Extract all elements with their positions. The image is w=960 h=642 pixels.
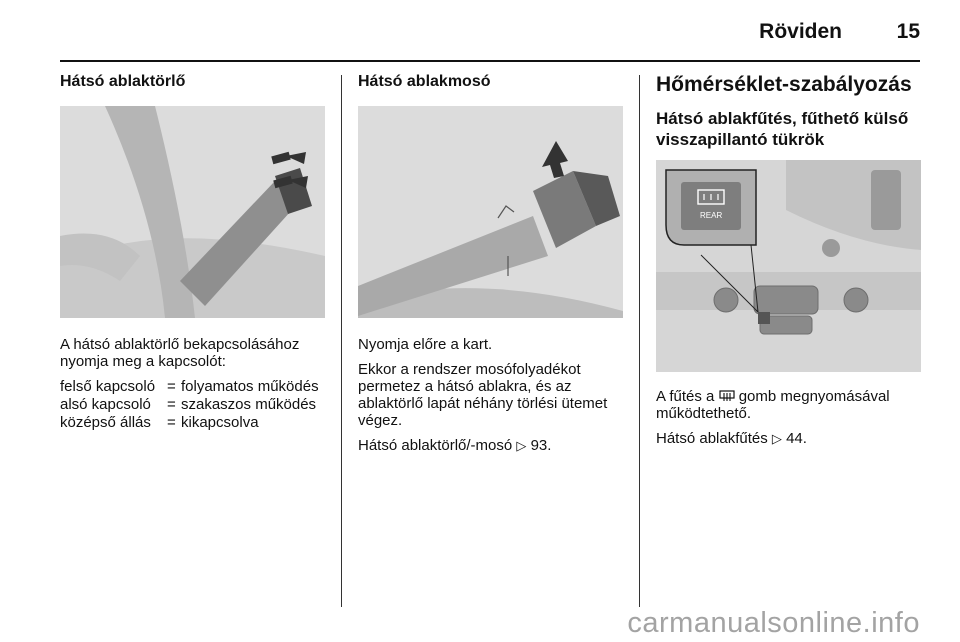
- ref-arrow-icon: ▷: [771, 431, 782, 446]
- section-rear-wiper: [60, 72, 325, 432]
- intro-text: A hátsó ablaktörlő bekapcsolásához nyomja meg a kapcsolót:: [60, 336, 300, 370]
- reference-page: 93.: [530, 437, 552, 454]
- ref-arrow-icon: ▷: [516, 438, 527, 453]
- definition-list: [60, 378, 325, 431]
- definition-equals: =: [167, 414, 176, 431]
- cross-reference: [358, 437, 623, 454]
- section-heading: Hőmérséklet-szabályozás: [656, 73, 912, 96]
- rear-washer-figure: [358, 106, 623, 318]
- rear-wiper-figure: [60, 106, 325, 318]
- reference-label: Hátsó ablaktörlő/-mosó: [358, 437, 517, 454]
- page-number: 15: [896, 20, 920, 43]
- operation-text: [656, 388, 921, 422]
- chapter-title: Röviden: [759, 20, 842, 43]
- definition-value: kikapcsolva: [181, 414, 259, 431]
- operation-text-part2: gomb megnyomásával működtethető.: [656, 388, 890, 422]
- operation-text-part1: A fűtés a: [656, 388, 719, 405]
- definition-term: felső kapcsoló: [60, 378, 156, 395]
- page-header: [0, 0, 960, 62]
- instruction-text: Nyomja előre a kart.: [358, 336, 493, 353]
- section-climate-control: [656, 72, 921, 447]
- definition-equals: =: [167, 378, 176, 395]
- column-divider: [341, 75, 342, 607]
- description-text: Ekkor a rendszer mosófolyadékot permetez a hátsó ablakra, és az ablaktörlő lapát néhány törlési ütemet végez.: [358, 361, 608, 429]
- definition-term: alsó kapcsoló: [60, 396, 151, 413]
- section-rear-washer: [358, 72, 623, 454]
- section-heading: Hátsó ablakmosó: [358, 73, 491, 90]
- definition-row: [60, 378, 325, 395]
- definition-equals: =: [167, 396, 176, 413]
- header-rule: [60, 60, 920, 62]
- definition-row: [60, 414, 325, 431]
- column-divider: [639, 75, 640, 607]
- reference-label: Hátsó ablakfűtés: [656, 430, 772, 447]
- rear-button-label: REAR: [700, 211, 723, 220]
- definition-value: folyamatos működés: [181, 378, 319, 395]
- watermark: carmanualsonline.info: [627, 607, 920, 639]
- definition-row: [60, 396, 325, 413]
- definition-term: középső állás: [60, 414, 151, 431]
- subsection-heading: Hátsó ablakfűtés, fűthető külső visszapillantó tükrök: [656, 109, 909, 149]
- rear-defrost-icon: [719, 388, 735, 405]
- reference-page: 44.: [786, 430, 807, 447]
- rear-defrost-figure: [656, 160, 921, 372]
- definition-value: szakaszos működés: [181, 396, 317, 413]
- cross-reference: [656, 430, 921, 447]
- section-heading: Hátsó ablaktörlő: [60, 73, 186, 90]
